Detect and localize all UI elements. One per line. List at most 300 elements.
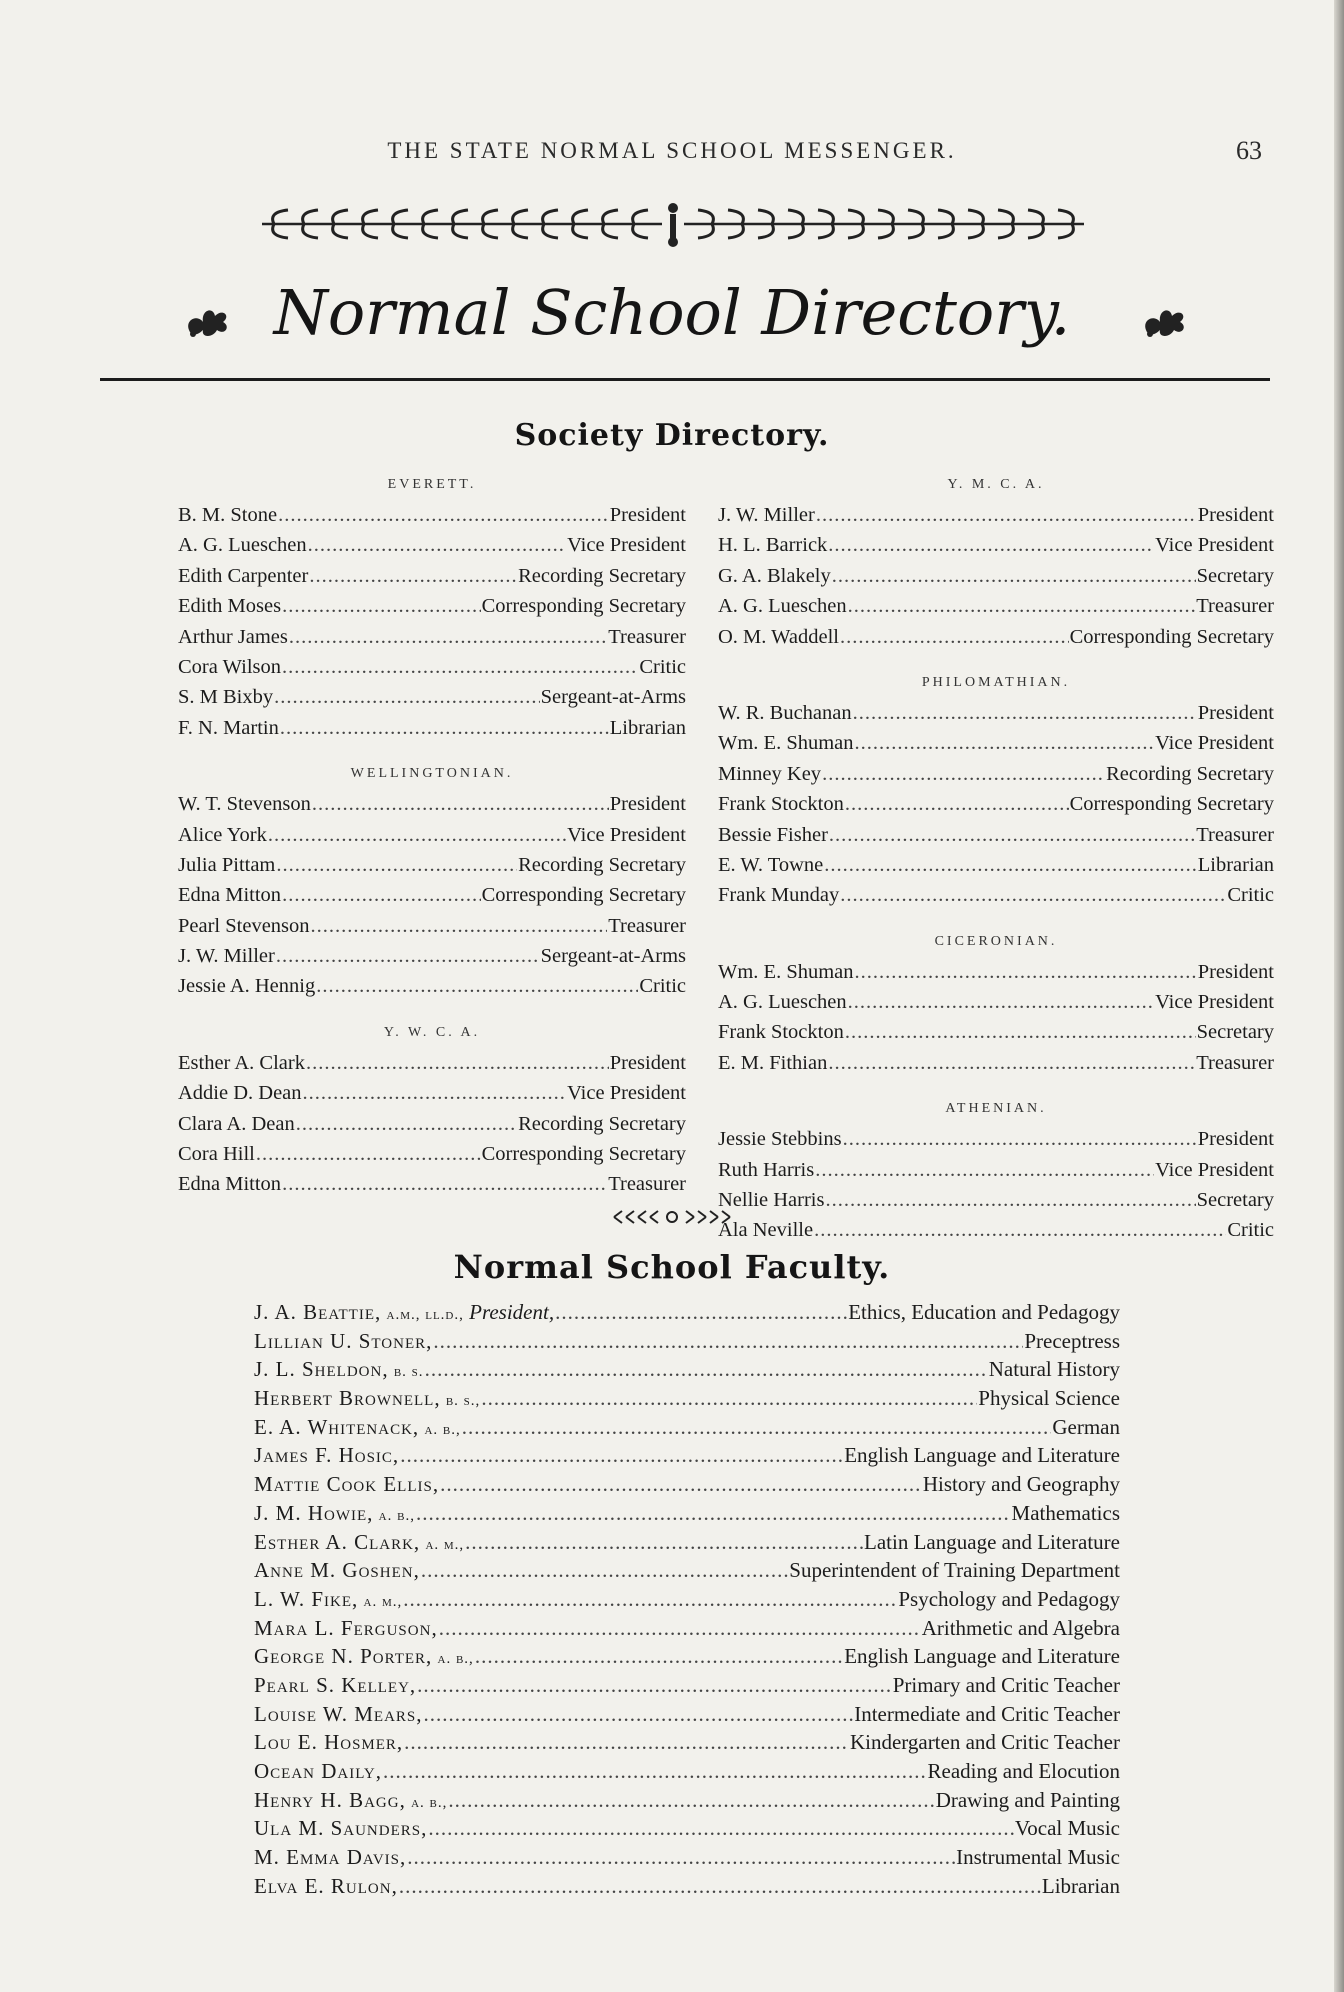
faculty-member <box>254 1642 474 1674</box>
society-spacer <box>178 1002 686 1018</box>
officer-office: President <box>609 1051 686 1074</box>
faculty-degree: b. s. <box>393 1364 424 1381</box>
officer-name: Edna Mitton <box>178 884 282 907</box>
officer-row <box>178 561 686 591</box>
faculty-subject: Natural History <box>988 1357 1120 1382</box>
faculty-row <box>254 1556 1120 1585</box>
faculty-member <box>254 1700 423 1729</box>
leader-dots <box>481 1384 977 1413</box>
faculty-row <box>254 1441 1120 1470</box>
faculty-name: J. M. Howie, <box>254 1500 374 1525</box>
leader-dots <box>276 941 540 971</box>
officer-row <box>718 1048 1274 1078</box>
leader-dots <box>308 530 566 560</box>
leader-dots <box>814 1215 1226 1245</box>
leader-dots <box>824 850 1196 880</box>
faculty-name: Esther A. Clark, <box>254 1529 421 1554</box>
officer-name: B. M. Stone <box>178 504 278 526</box>
faculty-row <box>254 1872 1120 1901</box>
officer-row <box>178 591 686 621</box>
officer-row <box>178 622 686 652</box>
leader-dots <box>433 1327 1023 1356</box>
faculty-name: Mattie Cook Ellis, <box>254 1472 440 1497</box>
faculty-subject: Reading and Elocution <box>927 1759 1120 1783</box>
leader-dots <box>815 1155 1154 1185</box>
leader-dots <box>282 880 481 910</box>
leader-dots <box>306 1048 609 1078</box>
faculty-role: President, <box>469 1300 555 1324</box>
faculty-degree: a. b., <box>411 1794 448 1811</box>
leader-dots <box>855 728 1155 758</box>
faculty-name: E. A. Whitenack, <box>254 1414 420 1439</box>
faculty-subject: Psychology and Pedagogy <box>898 1586 1120 1611</box>
society-column-right <box>718 470 1274 1246</box>
faculty-heading: Normal School Faculty. <box>453 1248 891 1286</box>
officer-office: President <box>1197 701 1274 724</box>
officer-row <box>718 957 1274 987</box>
officer-name: J. W. Miller <box>718 504 815 526</box>
leader-dots <box>274 682 540 712</box>
faculty-subject: Instrumental Music <box>956 1845 1120 1870</box>
officer-row <box>178 1169 686 1199</box>
officer-office: Treasurer <box>1196 823 1274 846</box>
faculty-subject: Mathematics <box>1011 1500 1120 1525</box>
fleuron-right-icon <box>1140 300 1190 340</box>
officer-name: Bessie Fisher <box>718 823 828 846</box>
leader-dots <box>407 1843 955 1872</box>
society-spacer <box>718 911 1274 927</box>
officer-row <box>718 728 1274 758</box>
section-divider-icon <box>610 1208 734 1226</box>
officer-office: Treasurer <box>608 1173 686 1196</box>
society-heading-y-m-c-a: Y. M. C. A. <box>947 477 1045 492</box>
faculty-name: M. Emma Davis, <box>254 1845 407 1870</box>
faculty-degree: a. b., <box>424 1421 461 1438</box>
leader-dots <box>282 1169 607 1199</box>
faculty-member <box>254 1872 398 1901</box>
faculty-name: Henry H. Bagg, <box>254 1787 406 1812</box>
officer-office: Vice President <box>1155 1158 1274 1181</box>
title-rule <box>100 378 1270 381</box>
officer-name: Nellie Harris <box>718 1189 825 1212</box>
leader-dots <box>268 820 566 850</box>
faculty-subject: Vocal Music <box>1014 1816 1120 1841</box>
officer-office: Corresponding Secretary <box>1069 625 1274 648</box>
officer-row <box>178 1078 686 1108</box>
faculty-name: George N. Porter, <box>254 1644 433 1669</box>
officer-name: Wm. E. Shuman <box>718 960 854 983</box>
officer-office: President <box>1197 960 1274 983</box>
faculty-name: James F. Hosic, <box>254 1443 400 1468</box>
society-heading-everett: EVERETT. <box>387 477 477 492</box>
page-number: 63 <box>1236 136 1262 165</box>
faculty-member <box>254 1843 406 1872</box>
leader-dots <box>848 987 1154 1017</box>
officer-office: President <box>609 793 686 816</box>
officer-name: A. G. Lueschen <box>178 534 307 557</box>
officer-office: Secretary <box>1196 1189 1274 1212</box>
leader-dots <box>848 591 1196 621</box>
officer-name: W. T. Stevenson <box>178 793 311 816</box>
officer-name: S. M Bixby <box>178 686 274 709</box>
officer-name: Pearl Stevenson <box>178 914 310 937</box>
society-spacer <box>718 652 1274 668</box>
faculty-member <box>254 1786 447 1818</box>
leader-dots <box>428 1814 1013 1843</box>
faculty-row <box>254 1700 1120 1729</box>
leader-dots <box>424 1700 854 1729</box>
officer-office: Sergeant-at-Arms <box>540 686 686 709</box>
faculty-subject: Librarian <box>1041 1873 1120 1898</box>
officer-row <box>718 500 1274 530</box>
faculty-subject: Preceptress <box>1024 1328 1120 1353</box>
officer-row <box>718 1017 1274 1047</box>
faculty-name: Louise W. Mears, <box>254 1701 423 1726</box>
faculty-row <box>254 1786 1120 1815</box>
faculty-member <box>254 1384 480 1416</box>
officer-office: Vice President <box>567 823 686 846</box>
faculty-subject: German <box>1052 1414 1120 1439</box>
officer-row <box>178 1139 686 1169</box>
officer-office: Treasurer <box>608 914 686 937</box>
faculty-row <box>254 1327 1120 1356</box>
leader-dots <box>840 622 1069 652</box>
faculty-name: J. A. Beattie, <box>254 1300 382 1324</box>
officer-name: Frank Stockton <box>718 793 844 816</box>
officer-office: Librarian <box>1197 853 1274 876</box>
officer-office: Treasurer <box>1196 595 1274 618</box>
officer-office: Corresponding Secretary <box>481 1143 686 1166</box>
faculty-member <box>254 1757 382 1786</box>
society-heading-wellingtonian: WELLINGTONIAN. <box>350 766 514 782</box>
faculty-row <box>254 1528 1120 1557</box>
officer-name: Ala Neville <box>718 1219 814 1242</box>
faculty-subject: History and Geography <box>922 1472 1120 1497</box>
faculty-row <box>254 1499 1120 1528</box>
faculty-member <box>254 1528 464 1560</box>
officer-row <box>718 759 1274 789</box>
leader-dots <box>278 500 609 530</box>
officer-name: E. M. Fithian <box>718 1051 828 1074</box>
leader-dots <box>289 622 607 652</box>
faculty-member <box>254 1556 420 1585</box>
leader-dots <box>282 652 638 682</box>
faculty-member <box>254 1728 403 1757</box>
leader-dots <box>416 1499 1011 1528</box>
faculty-subject: Superintendent of Training Department <box>789 1558 1120 1583</box>
officer-office: Recording Secretary <box>518 564 686 587</box>
faculty-member <box>254 1327 432 1356</box>
faculty-row <box>254 1470 1120 1499</box>
faculty-degree: b. s., <box>445 1393 481 1410</box>
officer-row <box>178 820 686 850</box>
leader-dots <box>256 1139 481 1169</box>
leader-dots <box>309 561 517 591</box>
faculty-row <box>254 1728 1120 1757</box>
faculty-name: Anne M. Goshen, <box>254 1558 420 1583</box>
faculty-subject: Drawing and Painting <box>935 1787 1120 1812</box>
officer-office: Vice President <box>1155 991 1274 1014</box>
leader-dots <box>276 850 517 880</box>
faculty-degree: a. m., <box>425 1536 465 1553</box>
officer-name: J. W. Miller <box>178 945 275 968</box>
officer-office: Treasurer <box>608 625 686 648</box>
officer-office: Recording Secretary <box>518 1112 686 1135</box>
officer-name: H. L. Barrick <box>718 534 828 557</box>
faculty-name: Ocean Daily, <box>254 1759 382 1783</box>
faculty-member <box>254 1671 416 1700</box>
faculty-row <box>254 1843 1120 1872</box>
society-heading-athenian: ATHENIAN. <box>945 1101 1047 1117</box>
faculty-member <box>254 1499 415 1531</box>
ornamental-border-icon <box>258 198 1088 250</box>
faculty-degree: a.m., ll.d., <box>386 1307 464 1323</box>
faculty-row <box>254 1585 1120 1614</box>
officer-name: Wm. E. Shuman <box>718 732 854 755</box>
officer-row <box>178 880 686 910</box>
faculty-row <box>254 1814 1120 1843</box>
leader-dots <box>421 1556 788 1585</box>
officer-row <box>718 561 1274 591</box>
leader-dots <box>448 1786 934 1815</box>
officer-office: Corresponding Secretary <box>1069 793 1274 816</box>
officer-name: Minney Key <box>718 762 822 785</box>
faculty-name: Lou E. Hosmer, <box>254 1730 404 1755</box>
officer-office: Treasurer <box>1196 1051 1274 1074</box>
leader-dots <box>462 1413 1052 1442</box>
faculty-name: Herbert Brownell, <box>254 1386 441 1411</box>
officer-office: Sergeant-at-Arms <box>540 945 686 968</box>
faculty-row <box>254 1298 1120 1327</box>
faculty-row <box>254 1355 1120 1384</box>
faculty-member <box>254 1470 439 1499</box>
running-title: THE STATE NORMAL SCHOOL MESSENGER. <box>387 138 957 163</box>
running-head <box>0 134 1344 174</box>
officer-office: Critic <box>1227 1219 1274 1242</box>
faculty-name: Pearl S. Kelley, <box>254 1672 417 1697</box>
officer-row <box>178 941 686 971</box>
leader-dots <box>828 530 1154 560</box>
leader-dots <box>845 1017 1196 1047</box>
officer-row <box>718 591 1274 621</box>
officer-name: Jessie A. Hennig <box>178 975 316 998</box>
officer-row <box>718 1215 1274 1245</box>
faculty-name: Ula M. Saunders, <box>254 1816 428 1841</box>
faculty-subject: Arithmetic and Algebra <box>921 1615 1120 1640</box>
faculty-degree: a. m., <box>363 1593 403 1610</box>
officer-name: Cora Hill <box>178 1143 255 1166</box>
society-heading-y-w-c-a: Y. W. C. A. <box>383 1024 481 1040</box>
officer-row <box>718 850 1274 880</box>
officer-name: Clara A. Dean <box>178 1112 295 1135</box>
leader-dots <box>475 1642 843 1671</box>
leader-dots <box>311 911 608 941</box>
faculty-subject: Primary and Critic Teacher <box>892 1672 1120 1697</box>
faculty-name: Lillian U. Stoner, <box>254 1328 433 1353</box>
officer-office: Vice President <box>567 534 686 557</box>
officer-office: Critic <box>639 655 686 678</box>
officer-name: G. A. Blakely <box>718 564 831 587</box>
leader-dots <box>825 1185 1195 1215</box>
officer-office: Secretary <box>1196 564 1274 587</box>
leader-dots <box>403 1585 897 1614</box>
faculty-subject: English Language and Literature <box>844 1443 1120 1468</box>
officer-row <box>178 682 686 712</box>
faculty-name: Mara L. Ferguson, <box>254 1615 438 1640</box>
officer-row <box>178 789 686 819</box>
officer-row <box>178 1109 686 1139</box>
officer-row <box>718 530 1274 560</box>
leader-dots <box>400 1441 843 1470</box>
leader-dots <box>845 789 1069 819</box>
officer-office: Critic <box>1227 884 1274 907</box>
officer-row <box>718 987 1274 1017</box>
officer-name: Addie D. Dean <box>178 1082 302 1105</box>
leader-dots <box>829 820 1195 850</box>
officer-name: Jessie Stebbins <box>718 1128 842 1151</box>
officer-office: Vice President <box>567 1082 686 1105</box>
society-spacer <box>718 1078 1274 1094</box>
faculty-name: L. W. Fike, <box>254 1586 359 1611</box>
leader-dots <box>280 713 609 743</box>
officer-name: A. G. Lueschen <box>718 991 847 1014</box>
leader-dots <box>439 1614 921 1643</box>
leader-dots <box>312 789 609 819</box>
faculty-subject: Ethics, Education and Pedagogy <box>848 1300 1120 1324</box>
faculty-row <box>254 1671 1120 1700</box>
leader-dots <box>832 561 1196 591</box>
leader-dots <box>828 1048 1195 1078</box>
officer-row <box>718 1185 1274 1215</box>
faculty-row <box>254 1614 1120 1643</box>
faculty-row <box>254 1642 1120 1671</box>
officer-office: Vice President <box>1155 534 1274 557</box>
officer-name: Cora Wilson <box>178 655 282 678</box>
officer-name: O. M. Waddell <box>718 625 839 648</box>
society-spacer <box>178 743 686 759</box>
faculty-name: Elva E. Rulon, <box>254 1873 398 1898</box>
faculty-name: J. L. Sheldon, <box>254 1357 389 1382</box>
leader-dots <box>840 880 1226 910</box>
leader-dots <box>855 957 1197 987</box>
officer-row <box>718 820 1274 850</box>
officer-office: President <box>609 504 686 526</box>
officer-name: Frank Stockton <box>718 1021 844 1044</box>
officer-row <box>178 850 686 880</box>
officer-office: Corresponding Secretary <box>481 884 686 907</box>
faculty-member <box>254 1585 402 1617</box>
officer-office: Secretary <box>1196 1021 1274 1044</box>
faculty-subject: Intermediate and Critic Teacher <box>854 1701 1120 1726</box>
officer-name: F. N. Martin <box>178 716 279 739</box>
leader-dots <box>404 1728 849 1757</box>
officer-office: Corresponding Secretary <box>481 595 686 618</box>
faculty-degree: a. b., <box>378 1507 415 1524</box>
leader-dots <box>316 971 638 1001</box>
leader-dots <box>555 1298 847 1327</box>
officer-row <box>718 622 1274 652</box>
officer-office: Librarian <box>609 716 686 739</box>
officer-row <box>178 500 686 530</box>
leader-dots <box>282 591 481 621</box>
officer-office: President <box>1197 1128 1274 1151</box>
faculty-member <box>254 1614 438 1643</box>
officer-row <box>178 1048 686 1078</box>
faculty-row <box>254 1757 1120 1786</box>
leader-dots <box>296 1109 517 1139</box>
officer-row <box>178 911 686 941</box>
faculty-subject: Kindergarten and Critic Teacher <box>849 1730 1120 1755</box>
faculty-member <box>254 1355 424 1387</box>
leader-dots <box>383 1757 927 1786</box>
officer-name: Alice York <box>178 823 267 846</box>
officer-name: Edna Mitton <box>178 1173 282 1196</box>
leader-dots <box>465 1528 863 1557</box>
officer-row <box>178 971 686 1001</box>
leader-dots <box>399 1872 1041 1901</box>
faculty-member <box>254 1441 399 1470</box>
officer-name: Edith Carpenter <box>178 564 309 587</box>
officer-office: Recording Secretary <box>1106 762 1274 785</box>
leader-dots <box>843 1124 1197 1154</box>
society-directory-heading: Society Directory. <box>514 418 830 453</box>
faculty-degree: a. b., <box>437 1651 474 1668</box>
officer-row <box>178 652 686 682</box>
officer-row <box>718 880 1274 910</box>
society-heading-ciceronian: CICERONIAN. <box>934 933 1058 949</box>
officer-row <box>718 1124 1274 1154</box>
officer-row <box>718 698 1274 728</box>
officer-name: Arthur James <box>178 625 288 648</box>
society-column-left <box>178 470 686 1200</box>
officer-name: Frank Munday <box>718 884 840 907</box>
officer-row <box>178 713 686 743</box>
officer-name: Edith Moses <box>178 595 282 618</box>
faculty-row <box>254 1413 1120 1442</box>
officer-name: Esther A. Clark <box>178 1051 305 1074</box>
leader-dots <box>822 759 1105 789</box>
leader-dots <box>816 500 1197 530</box>
leader-dots <box>853 698 1197 728</box>
officer-name: Julia Pittam <box>178 853 276 876</box>
faculty-subject: English Language and Literature <box>844 1644 1120 1669</box>
officer-name: W. R. Buchanan <box>718 701 852 724</box>
officer-row <box>718 1155 1274 1185</box>
leader-dots <box>425 1355 988 1384</box>
faculty-list <box>254 1298 1120 1900</box>
officer-office: President <box>1197 504 1274 526</box>
faculty-member <box>254 1814 427 1843</box>
officer-office: Vice President <box>1155 732 1274 755</box>
leader-dots <box>440 1470 922 1499</box>
officer-office: Recording Secretary <box>518 853 686 876</box>
officer-row <box>178 530 686 560</box>
officer-office: Critic <box>639 975 686 998</box>
officer-name: E. W. Towne <box>718 853 824 876</box>
faculty-subject: Physical Science <box>978 1386 1120 1411</box>
page-title: Normal School Directory. <box>273 276 1071 349</box>
faculty-subject: Latin Language and Literature <box>864 1529 1120 1554</box>
leader-dots <box>417 1671 892 1700</box>
faculty-member <box>254 1298 554 1330</box>
officer-name: A. G. Lueschen <box>718 595 847 618</box>
officer-row <box>718 789 1274 819</box>
faculty-row <box>254 1384 1120 1413</box>
leader-dots <box>303 1078 567 1108</box>
officer-name: Ruth Harris <box>718 1158 815 1181</box>
faculty-member <box>254 1413 461 1445</box>
society-heading-philomathian: PHILOMATHIAN. <box>921 674 1071 690</box>
